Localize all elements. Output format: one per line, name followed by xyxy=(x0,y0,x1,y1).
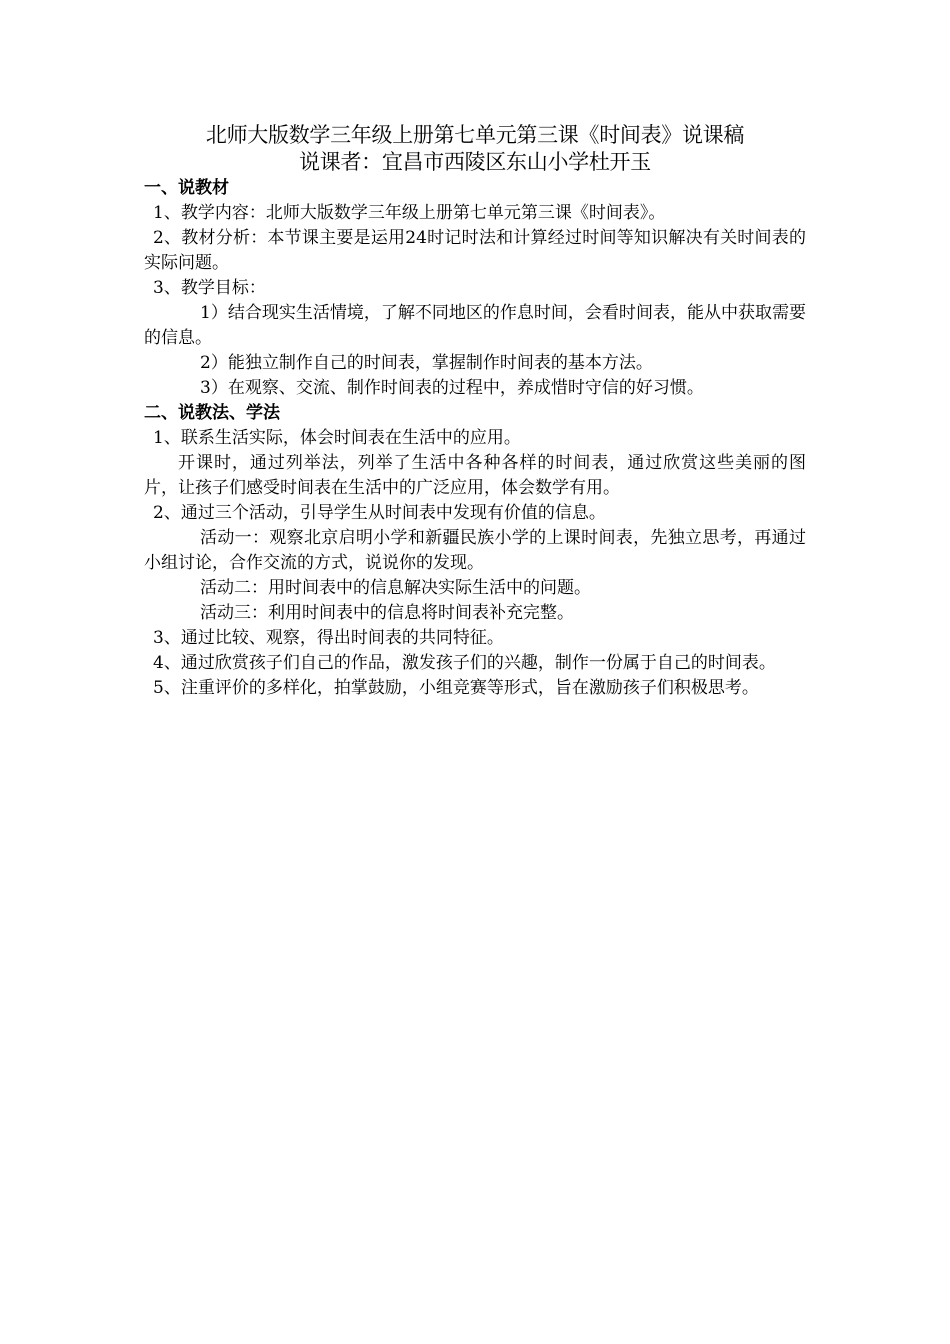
document-title: 北师大版数学三年级上册第七单元第三课《时间表》说课稿 xyxy=(205,123,745,147)
document-page xyxy=(144,122,806,701)
paragraph: 2、通过三个活动，引导学生从时间表中发现有价值的信息。 xyxy=(153,503,606,523)
paragraph: 开课时，通过列举法，列举了生活中各种各样的时间表，通过欣赏这些美丽的图片，让孩子们感受时间表在生活中的广泛应用，体会数学有用。 xyxy=(144,453,806,498)
document-subtitle: 说课者：宜昌市西陵区东山小学杜开玉 xyxy=(299,150,651,174)
paragraph: 5、注重评价的多样化，拍掌鼓励，小组竞赛等形式，旨在激励孩子们积极思考。 xyxy=(153,678,759,698)
section-heading: 二、说教法、学法 xyxy=(144,403,280,423)
paragraph: 1、联系生活实际，体会时间表在生活中的应用。 xyxy=(153,428,521,448)
section-teaching-methods xyxy=(144,401,806,701)
paragraph: 活动一：观察北京启明小学和新疆民族小学的上课时间表，先独立思考，再通过小组讨论，合作交流的方式，说说你的发现。 xyxy=(144,528,806,573)
section-heading: 一、说教材 xyxy=(144,178,229,198)
paragraph: 3、通过比较、观察，得出时间表的共同特征。 xyxy=(153,628,504,648)
paragraph: 活动二：用时间表中的信息解决实际生活中的问题。 xyxy=(200,578,591,598)
paragraph: 4、通过欣赏孩子们自己的作品，激发孩子们的兴趣，制作一份属于自己的时间表。 xyxy=(153,653,776,673)
paragraph: 2、教材分析：本节课主要是运用24时记时法和计算经过时间等知识解决有关时间表的实际问题。 xyxy=(144,228,806,273)
paragraph: 1）结合现实生活情境，了解不同地区的作息时间，会看时间表，能从中获取需要的信息。 xyxy=(144,303,806,348)
section-teaching-material xyxy=(144,176,806,401)
paragraph: 1、教学内容：北师大版数学三年级上册第七单元第三课《时间表》。 xyxy=(153,203,666,223)
paragraph: 3、教学目标： xyxy=(153,278,266,298)
paragraph: 2）能独立制作自己的时间表，掌握制作时间表的基本方法。 xyxy=(200,353,653,373)
paragraph: 3）在观察、交流、制作时间表的过程中，养成惜时守信的好习惯。 xyxy=(200,378,704,398)
paragraph: 活动三：利用时间表中的信息将时间表补充完整。 xyxy=(200,603,574,623)
